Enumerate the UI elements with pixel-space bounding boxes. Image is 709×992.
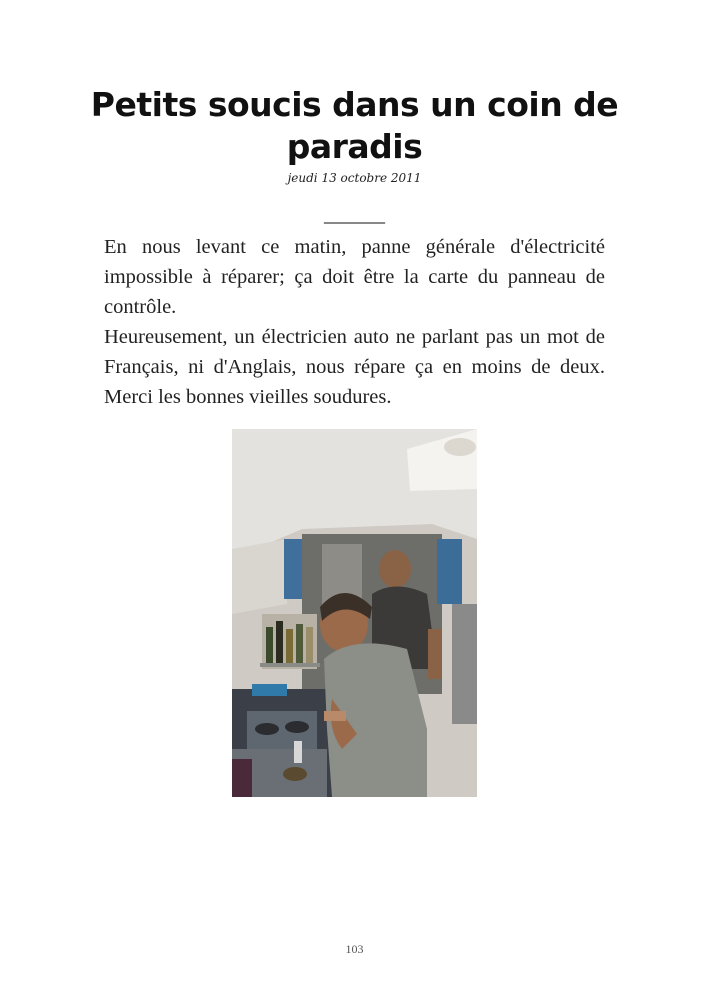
- paragraph-2: Heureusement, un électricien auto ne parlant pas un mot de Français, ni d'Anglais, nous répare ça en moins de deux. Merci les bonnes vieilles soudures.: [104, 326, 605, 408]
- article-title: Petits soucis dans un coin de paradis: [90, 85, 619, 166]
- page-number: 103: [345, 942, 364, 956]
- title-separator: __________: [324, 208, 384, 224]
- paragraph-1: En nous levant ce matin, panne générale d'électricité impossible à réparer; ça doit être la carte du panneau de contrôle.: [104, 236, 605, 318]
- article-body: [104, 232, 605, 412]
- article-photo: [232, 429, 477, 797]
- article-date: jeudi 13 octobre 2011: [287, 171, 422, 185]
